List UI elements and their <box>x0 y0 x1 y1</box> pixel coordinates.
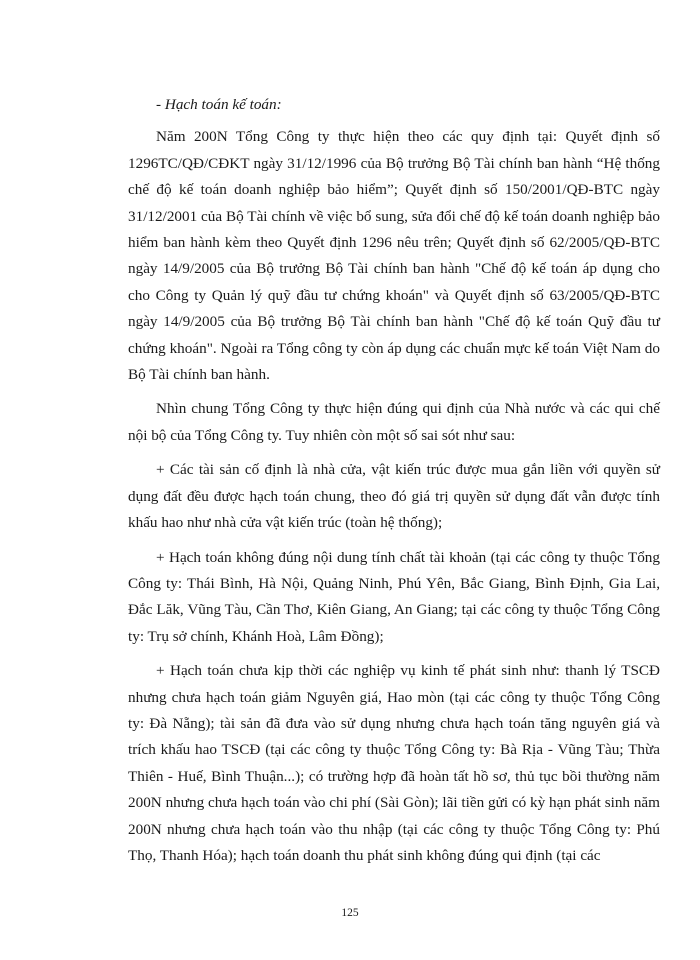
paragraph-account-nature: + Hạch toán không đúng nội dung tính chất tài khoản (tại các công ty thuộc Tổng Công ty: Thái Bình, Hà Nội, Quảng Ninh, Phú Yên, Bắc Giang, Bình Định, Gia Lai, Đắc Lăk, Vũng Tàu, Cần Thơ, Kiên Giang, An Giang; tại các công ty thuộc Tổng Công ty: Trụ sở chính, Khánh Hoà, Lâm Đồng); <box>128 548 660 645</box>
page-number: 125 <box>341 907 359 919</box>
paragraph-overview: Nhìn chung Tổng Công ty thực hiện đúng qui định của Nhà nước và các qui chế nội bộ của Tổng Công ty. Tuy nhiên còn một số sai sót như sau: <box>128 400 660 444</box>
paragraph-untimely-accounting: + Hạch toán chưa kịp thời các nghiệp vụ kinh tế phát sinh như: thanh lý TSCĐ nhưng chưa hạch toán giảm Nguyên giá, Hao mòn (tại các công ty thuộc Tổng Công ty: Đà Nẵng); tài sản đã đưa vào sử dụng nhưng chưa hạch toán tăng nguyên giá và trích khấu hao TSCĐ (tại các công ty thuộc Tổng Công ty: Bà Rịa - Vũng Tàu; Thừa Thiên - Huế, Bình Thuận...); có trường hợp đã hoàn tất hồ sơ, thủ tục bồi thường năm 200N nhưng chưa hạch toán vào chi phí (Sài Gòn); lãi tiền gửi có kỳ hạn phát sinh năm 200N nhưng chưa hạch toán vào thu nhập (tại các công ty thuộc Tổng Công ty: Phú Thọ, Thanh Hóa); hạch toán doanh thu phát sinh không đúng qui định (tại các <box>128 662 660 864</box>
section-heading: - Hạch toán kế toán: <box>156 96 282 113</box>
paragraph-fixed-assets: + Các tài sản cố định là nhà cửa, vật kiến trúc được mua gắn liền với quyền sử dụng đất đều được hạch toán chung, theo đó giá trị quyền sử dụng đất vẫn được tính khấu hao như nhà cửa vật kiến trúc (toàn hệ thống); <box>128 461 660 532</box>
paragraph-regulations: Năm 200N Tổng Công ty thực hiện theo các quy định tại: Quyết định số 1296TC/QĐ/CĐKT ngày 31/12/1996 của Bộ trưởng Bộ Tài chính ban hành “Hệ thống chế độ kế toán doanh nghiệp bảo hiểm”; Quyết định số 150/2001/QĐ-BTC ngày 31/12/2001 của Bộ Tài chính về việc bổ sung, sửa đổi chế độ kế toán doanh nghiệp bảo hiểm ban hành kèm theo Quyết định 1296 nêu trên; Quyết định số 62/2005/QĐ-BTC ngày 14/9/2005 của Bộ trưởng Bộ Tài chính ban hành "Chế độ kế toán áp dụng cho cho Công ty Quản lý quỹ đầu tư chứng khoán" và Quyết định số 63/2005/QĐ-BTC ngày 14/9/2005 của Bộ trưởng Bộ Tài chính ban hành "Chế độ kế toán Quỹ đầu tư chứng khoán". Ngoài ra Tổng công ty còn áp dụng các chuẩn mực kế toán Việt Nam do Bộ Tài chính ban hành. <box>128 128 660 384</box>
document-body <box>128 92 660 877</box>
